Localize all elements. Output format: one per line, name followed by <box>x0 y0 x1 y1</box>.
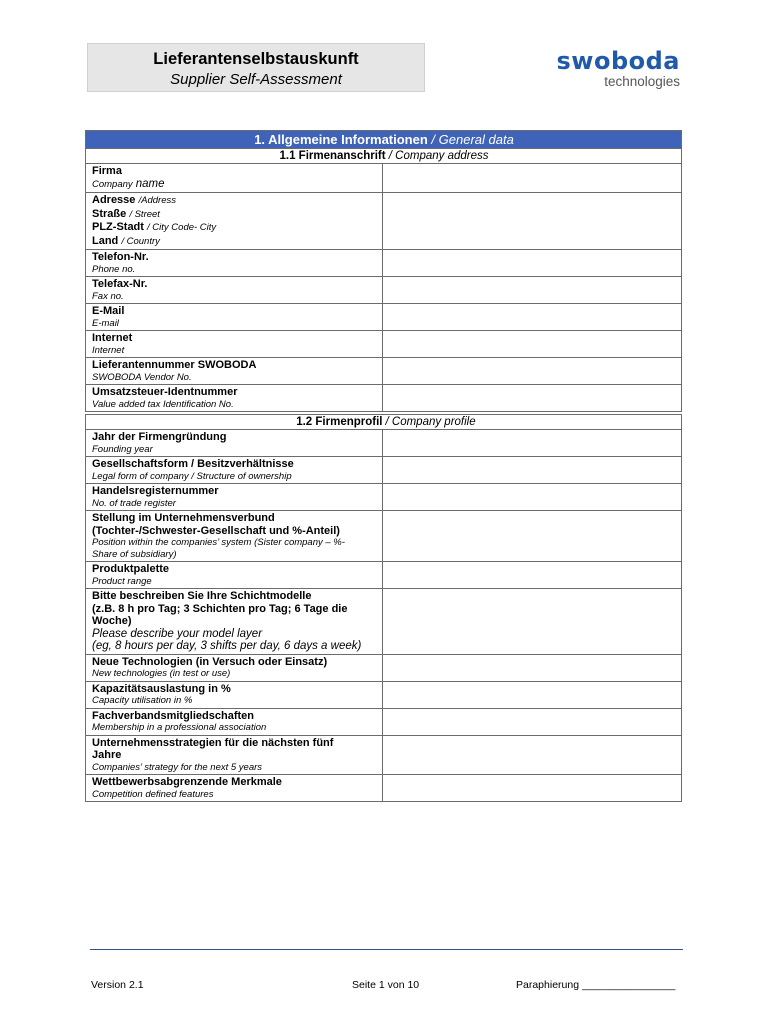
field-label-internet: Internet Internet <box>86 331 383 358</box>
field-label-email: E-Mail E-mail <box>86 304 383 331</box>
fax-input[interactable] <box>383 277 682 304</box>
field-label-company: Firma Company name <box>86 164 383 193</box>
phone-input[interactable] <box>383 250 682 277</box>
section-title-en: / General data <box>431 132 514 147</box>
table-row <box>86 589 682 655</box>
membership-input[interactable] <box>383 708 682 735</box>
table-row <box>86 304 682 331</box>
vat-id-input[interactable] <box>383 385 682 412</box>
general-data-table <box>85 130 682 412</box>
field-label-new-technologies: Neue Technologien (in Versuch oder Einsatz) New technologies (in test or use) <box>86 654 383 681</box>
email-input[interactable] <box>383 304 682 331</box>
table-row <box>86 681 682 708</box>
capacity-input[interactable] <box>383 681 682 708</box>
document-title-box <box>87 43 425 92</box>
subsection-title-en: / Company address <box>388 150 489 162</box>
field-label-group-position: Stellung im Unternehmensverbund (Tochter-/Schwester-Gesellschaft und %-Anteil) Position within the companies’ system (Sister company – %- Share of subsidiary) <box>86 511 383 562</box>
footer-version: Version 2.1 <box>91 979 144 991</box>
subsection-title: 1.1 Firmenanschrift <box>279 150 386 162</box>
logo-subline: technologies <box>604 74 680 89</box>
company-profile-table <box>85 414 682 802</box>
table-row <box>86 430 682 457</box>
product-range-input[interactable] <box>383 562 682 589</box>
field-label-product-range: Produktpalette Product range <box>86 562 383 589</box>
table-row <box>86 654 682 681</box>
subsection-header-profile <box>86 415 682 430</box>
strategy-input[interactable] <box>383 735 682 775</box>
field-label-phone: Telefon-Nr. Phone no. <box>86 250 383 277</box>
profile-title-en: / Company profile <box>383 415 682 430</box>
field-label-shift-model: Bitte beschreiben Sie Ihre Schichtmodelle (z.B. 8 h pro Tag; 3 Schichten pro Tag; 6 Tage die Woche) Please describe your model layer (eg, 8 hours per day, 3 shifts per day, 6 days a week) <box>86 589 383 655</box>
field-label-fax: Telefax-Nr. Fax no. <box>86 277 383 304</box>
table-row <box>86 562 682 589</box>
internet-input[interactable] <box>383 331 682 358</box>
field-label-trade-register: Handelsregisternummer No. of trade register <box>86 484 383 511</box>
founding-year-input[interactable] <box>383 430 682 457</box>
field-label-capacity: Kapazitätsauslastung in % Capacity utilisation in % <box>86 681 383 708</box>
field-label-address: Adresse /Address Straße / Street PLZ-Stadt / City Code- City Land / Country <box>86 193 383 250</box>
table-row <box>86 331 682 358</box>
profile-title: 1.2 Firmenprofil <box>86 415 383 430</box>
field-label-vendor-no: Lieferantennummer SWOBODA SWOBODA Vendor No. <box>86 358 383 385</box>
section-title: 1. Allgemeine Informationen <box>254 132 428 147</box>
table-row <box>86 484 682 511</box>
document-title: Lieferantenselbstauskunft <box>153 50 359 68</box>
table-row <box>86 277 682 304</box>
footer-page-number: Seite 1 von 10 <box>352 979 420 991</box>
field-label-competition: Wettbewerbsabgrenzende Merkmale Competition defined features <box>86 775 383 802</box>
company-logo <box>530 48 680 89</box>
field-label-founding-year: Jahr der Firmengründung Founding year <box>86 430 383 457</box>
table-row <box>86 250 682 277</box>
subsection-header-address <box>86 149 682 164</box>
table-row <box>86 358 682 385</box>
table-row <box>86 193 682 250</box>
vendor-number-input[interactable] <box>383 358 682 385</box>
table-row <box>86 164 682 193</box>
field-label-strategy: Unternehmensstrategien für die nächsten fünf Jahre Companies’ strategy for the next 5 years <box>86 735 383 775</box>
table-row <box>86 708 682 735</box>
footer-initials: Paraphierung ________________ <box>516 979 676 991</box>
table-row <box>86 735 682 775</box>
logo-wordmark: swoboda <box>556 47 680 75</box>
footer-divider <box>90 949 683 950</box>
table-row <box>86 457 682 484</box>
field-label-vat-id: Umsatzsteuer-Identnummer Value added tax Identification No. <box>86 385 383 412</box>
field-label-legal-form: Gesellschaftsform / Besitzverhältnisse Legal form of company / Structure of ownership <box>86 457 383 484</box>
section-header-general <box>86 131 682 149</box>
table-row <box>86 385 682 412</box>
group-position-input[interactable] <box>383 511 682 562</box>
legal-form-input[interactable] <box>383 457 682 484</box>
shift-model-input[interactable] <box>383 589 682 655</box>
competition-input[interactable] <box>383 775 682 802</box>
table-row <box>86 775 682 802</box>
field-label-membership: Fachverbandsmitgliedschaften Membership in a professional association <box>86 708 383 735</box>
company-name-input[interactable] <box>383 164 682 193</box>
address-input[interactable] <box>383 193 682 250</box>
new-technologies-input[interactable] <box>383 654 682 681</box>
table-row <box>86 511 682 562</box>
trade-register-input[interactable] <box>383 484 682 511</box>
document-subtitle: Supplier Self-Assessment <box>170 71 342 88</box>
